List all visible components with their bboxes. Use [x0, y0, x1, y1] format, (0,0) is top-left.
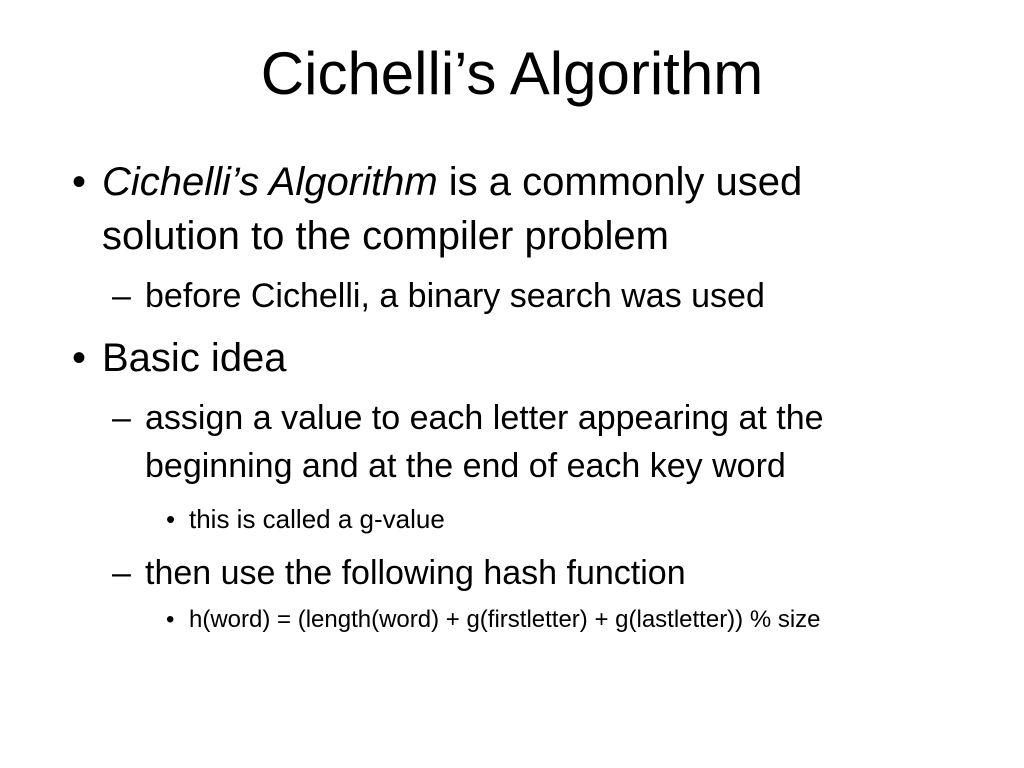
bullet-marker: • [72, 160, 87, 204]
sub-bullet-1-1: before Cichelli, a binary search was used [145, 277, 765, 315]
sub-bullet-2-1-line-2: beginning and at the end of each key word [145, 447, 786, 485]
sub-bullet-marker: – [112, 399, 131, 437]
slide-title: Cichelli’s Algorithm [260, 40, 764, 107]
sub-bullet-marker: – [112, 554, 131, 592]
sub-bullet-2-2: then use the following hash function [145, 554, 686, 592]
sub-sub-bullet-marker: • [166, 504, 176, 534]
hash-function-formula: h(word) = (length(word) + g(firstletter) + g(lastletter)) % size [189, 606, 821, 633]
bullet-1-emphasis: Cichelli’s Algorithm [102, 160, 438, 204]
sub-bullet-marker: – [112, 277, 131, 315]
bullet-marker: • [72, 336, 87, 380]
bullet-1-line-2: solution to the compiler problem [102, 214, 669, 258]
bullet-2-line-1: Basic idea [102, 336, 287, 380]
sub-sub-bullet-2-1-1: this is called a g-value [189, 504, 445, 534]
bullet-1-line-1 [102, 158, 802, 206]
bullet-1-text: is a commonly used [437, 160, 803, 204]
sub-bullet-2-1-line-1: assign a value to each letter appearing at the [145, 399, 824, 437]
sub-sub-bullet-marker: • [166, 606, 175, 633]
